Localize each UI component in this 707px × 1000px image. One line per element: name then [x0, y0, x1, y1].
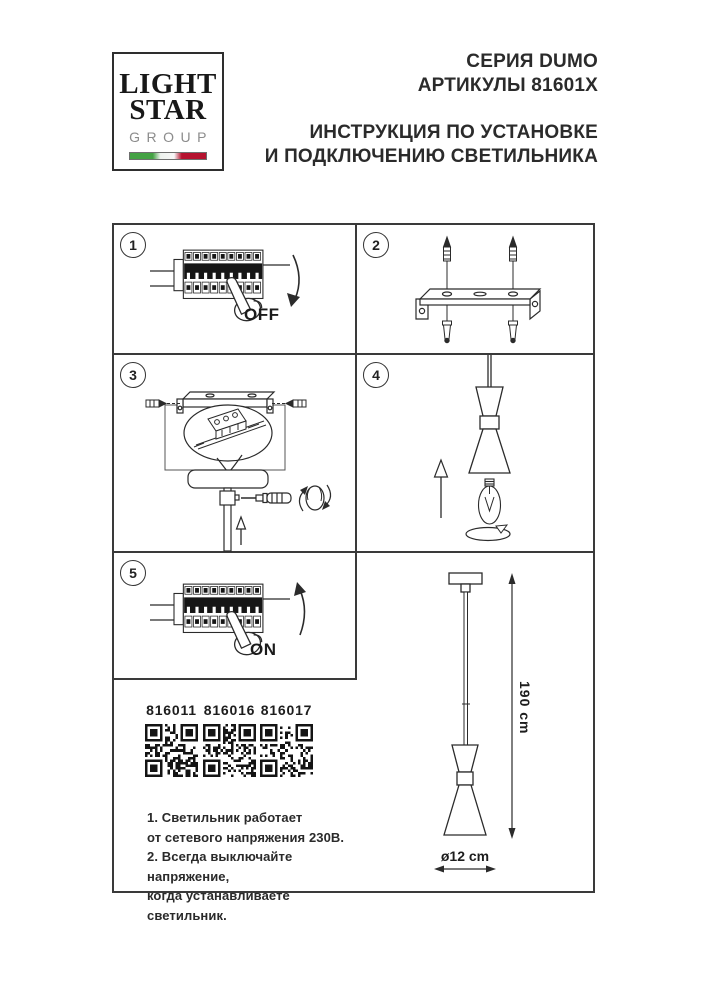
lightstar-logo [112, 52, 224, 171]
circuit-breaker-icon [174, 250, 263, 298]
qr-code-image [203, 724, 256, 777]
italian-flag-bar [129, 152, 207, 160]
diameter-dimension-label: ø12 cm [440, 848, 490, 864]
lamp-dimensions-panel [357, 553, 593, 891]
logo-word-light: LIGHT [119, 68, 217, 100]
step3-number: 3 [129, 367, 137, 383]
step2-bracket-drawing [357, 225, 593, 353]
qr-item-816017 [260, 702, 313, 777]
qr-item-816016 [203, 702, 256, 777]
height-dimension-line [509, 573, 516, 839]
logo-word-group: GROUP [129, 129, 213, 145]
instruction-grid [112, 223, 595, 923]
step4-number-badge [363, 362, 389, 388]
safety-notes [147, 808, 355, 925]
step3-wiring-drawing [114, 355, 355, 551]
logo-word-star: STAR [129, 94, 207, 126]
instruction-title-block [265, 121, 598, 169]
qr-code-label: 816016 [203, 702, 256, 718]
rotate-arrow-icon [466, 525, 510, 541]
step5-number: 5 [129, 565, 137, 581]
qr-code-label: 816011 [146, 702, 197, 718]
step1-number: 1 [129, 237, 137, 253]
note-line-4: когда устанавливаете светильник. [147, 888, 290, 923]
light-bulb-icon [479, 479, 501, 524]
qr-item-816011 [145, 702, 198, 777]
step1-breaker-off-drawing [114, 225, 355, 353]
lamp-shade-icon [469, 355, 510, 473]
mounting-bracket-icon [416, 289, 540, 319]
qr-code-label: 816017 [260, 702, 313, 718]
diameter-dimension-line [434, 866, 496, 873]
step1-panel [114, 225, 355, 353]
off-label: OFF [244, 305, 280, 324]
qr-code-image [260, 724, 313, 777]
step4-panel [357, 355, 593, 551]
qr-and-notes-panel [114, 680, 355, 923]
curved-arrow-down-icon [287, 255, 300, 307]
up-arrow-icon [435, 460, 448, 518]
instruction-title-line1: ИНСТРУКЦИЯ ПО УСТАНОВКЕ [309, 122, 598, 143]
step2-number: 2 [372, 237, 380, 253]
articles-title: АРТИКУЛЫ 81601X [417, 75, 598, 96]
canopy-and-rod-icon [188, 470, 268, 551]
series-title-block [418, 50, 598, 98]
pendant-lamp-drawing [357, 553, 593, 891]
side-screw-right-icon [272, 400, 306, 407]
circuit-breaker-icon [174, 584, 263, 632]
side-screw-left-icon [146, 400, 180, 407]
on-label: ON [250, 640, 277, 659]
height-dimension-label: 190 cm [517, 681, 533, 735]
step3-number-badge [120, 362, 146, 388]
series-title: СЕРИЯ DUMO [466, 51, 598, 72]
step2-number-badge [363, 232, 389, 258]
pendant-lamp-icon [444, 573, 486, 835]
step5-breaker-on-drawing [114, 553, 355, 678]
curved-arrow-up-icon [294, 582, 306, 635]
step5-number-badge [120, 560, 146, 586]
step4-number: 4 [372, 367, 380, 383]
screwdriver-icon [241, 493, 291, 503]
turning-hand-icon [299, 485, 330, 511]
note-line-1: 1. Светильник работает [147, 810, 303, 825]
step1-number-badge [120, 232, 146, 258]
note-line-2: от сетевого напряжения 230В. [147, 829, 345, 845]
instruction-title-line2: И ПОДКЛЮЧЕНИЮ СВЕТИЛЬНИКА [264, 146, 598, 167]
step3-panel [114, 355, 355, 551]
step2-panel [357, 225, 593, 353]
magnifier-balloon-icon [184, 405, 272, 471]
note-line-3: 2. Всегда выключайте напряжение, [147, 849, 293, 884]
step5-panel [114, 553, 355, 678]
step4-bulb-drawing [357, 355, 593, 551]
qr-code-image [145, 724, 198, 777]
up-arrow-icon [237, 517, 246, 545]
